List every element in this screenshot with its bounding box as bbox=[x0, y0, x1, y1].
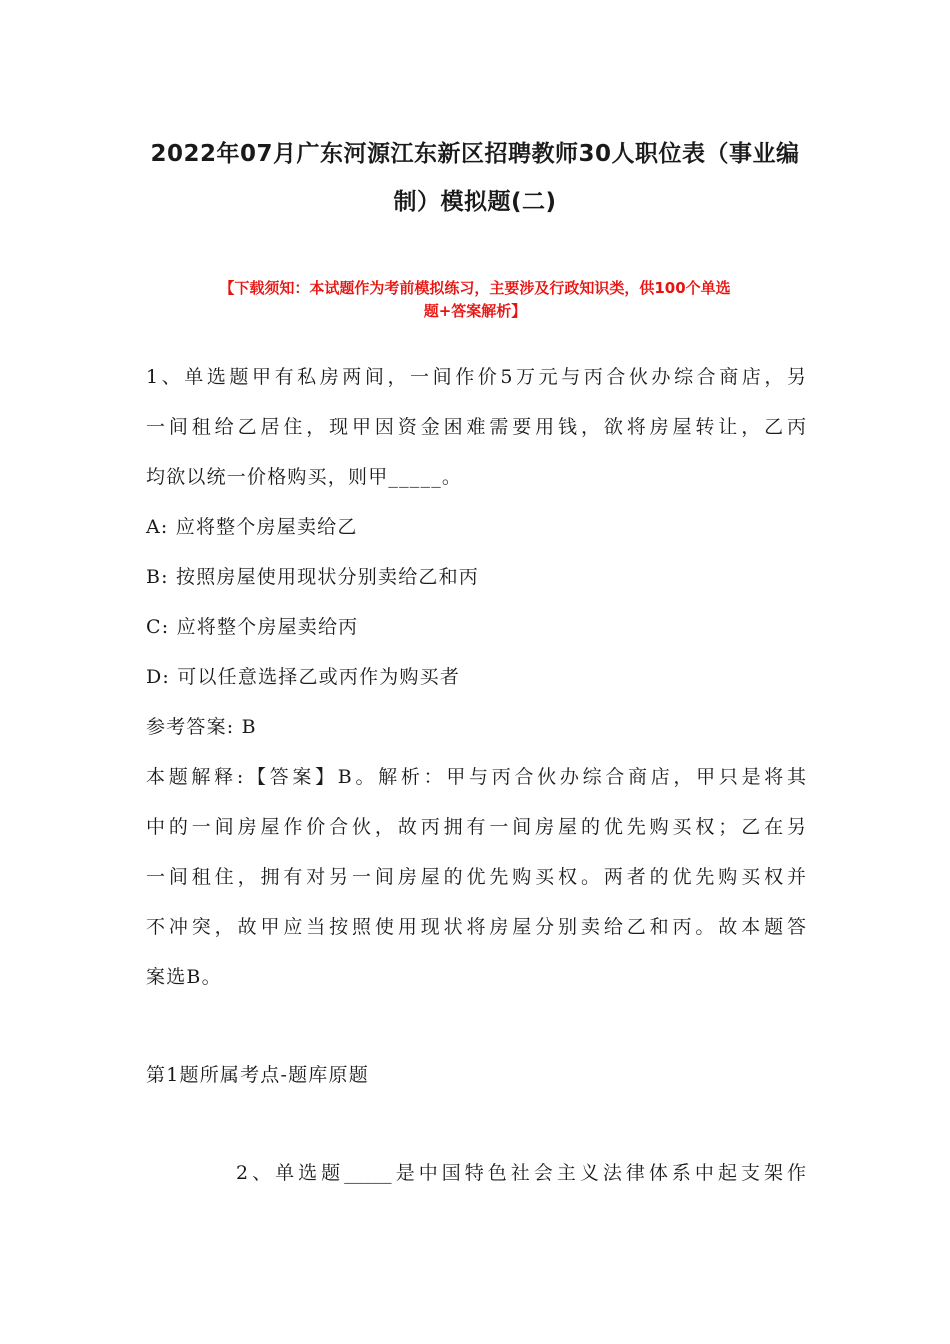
notice-line-1: 【下载须知：本试题作为考前模拟练习，主要涉及行政知识类，供100个单选 bbox=[219, 279, 731, 297]
question-stem-line: 1、单选题甲有私房两间，一间作价5万元与丙合伙办综合商店，另 bbox=[146, 366, 806, 388]
explanation-line: 中的一间房屋作价合伙，故丙拥有一间房屋的优先购买权；乙在另 bbox=[146, 816, 806, 838]
explanation-line: 本题解释:【答案】B。解析：甲与丙合伙办综合商店，甲只是将其 bbox=[146, 766, 806, 788]
title-line-1: 2022年07月广东河源江东新区招聘教师30人职位表（事业编 bbox=[150, 141, 800, 167]
explanation-line: 一间租住，拥有对另一间房屋的优先购买权。两者的优先购买权并 bbox=[146, 866, 806, 888]
question-stem-line: 一间租给乙居住，现甲因资金困难需要用钱，欲将房屋转让，乙丙 bbox=[146, 416, 806, 438]
option-c: C: 应将整个房屋卖给丙 bbox=[146, 616, 359, 638]
option-a: A: 应将整个房屋卖给乙 bbox=[146, 516, 358, 538]
explanation-line: 不冲突，故甲应当按照使用现状将房屋分别卖给乙和丙。故本题答 bbox=[146, 916, 806, 938]
title-line-2: 制）模拟题(二) bbox=[393, 189, 557, 215]
option-b: B: 按照房屋使用现状分别卖给乙和丙 bbox=[146, 566, 480, 588]
notice-line-2: 题+答案解析】 bbox=[423, 302, 527, 320]
reference-answer: 参考答案: B bbox=[146, 716, 257, 738]
explanation-line: 案选B。 bbox=[146, 966, 222, 988]
question-stem-line: 2、单选题_____是中国特色社会主义法律体系中起支架作 bbox=[236, 1162, 806, 1184]
question-stem-line: 均欲以统一价格购买，则甲_____。 bbox=[146, 466, 463, 488]
option-d: D: 可以任意选择乙或丙作为购买者 bbox=[146, 666, 461, 688]
question-topic: 第1题所属考点-题库原题 bbox=[146, 1064, 369, 1086]
